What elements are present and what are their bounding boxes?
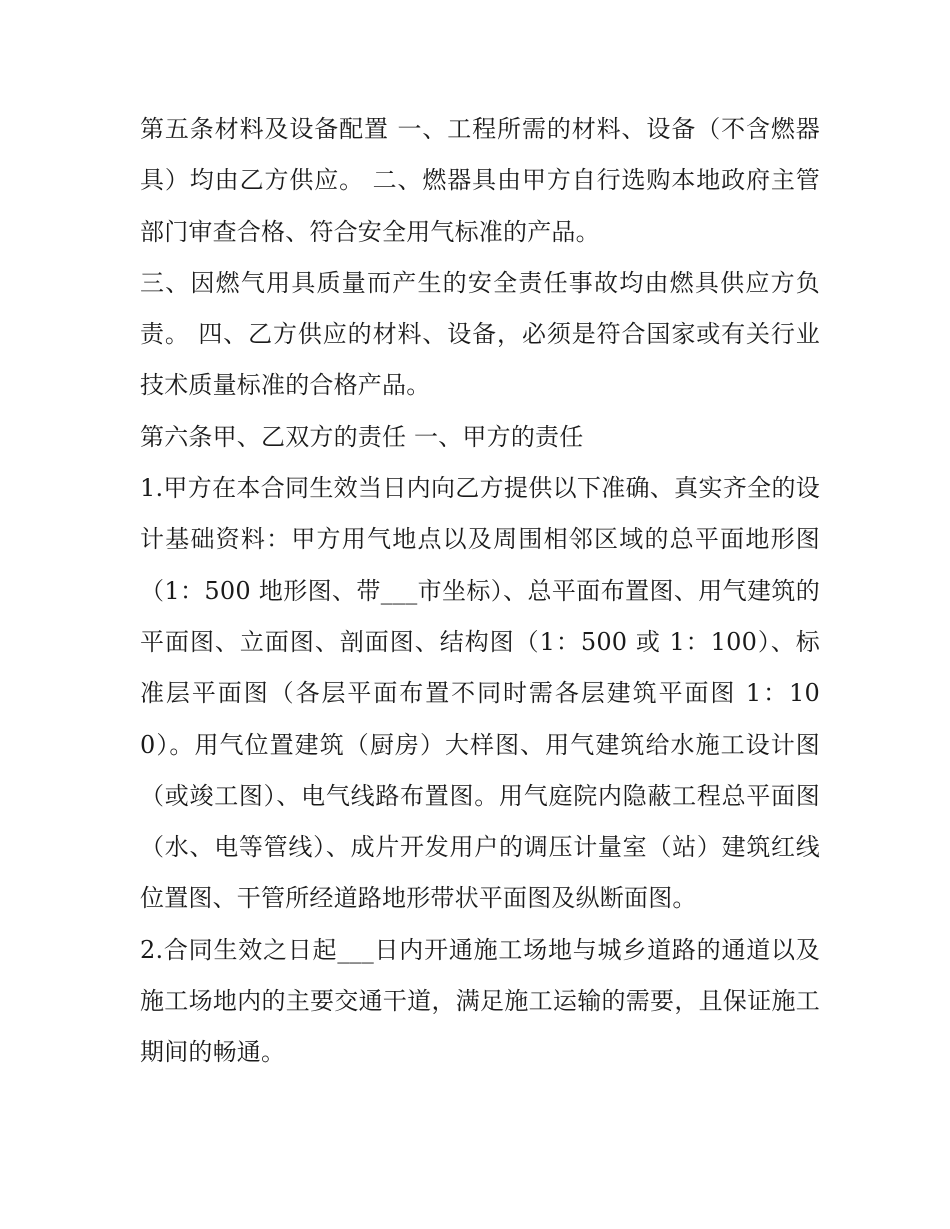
paragraph-article-5-quality: 三、因燃气用具质量而产生的安全责任事故均由燃具供应方负责。 四、乙方供应的材料、设备，必须是符合国家或有关行业技术质量标准的合格产品。	[140, 268, 820, 400]
document-page	[140, 104, 820, 1079]
paragraph-item-1-design-data: 1.甲方在本合同生效当日内向乙方提供以下准确、真实齐全的设计基础资料：甲方用气地点以及周围相邻区域的总平面地形图（1：500 地形图、带___市坐标）、总平面布置图、用气建筑的平面图、立面图、剖面图、结构图（1：500 或 1：100）、标准层平面图（各层平面布置不同时需各层建筑平面图 1：100）。用气位置建筑（厨房）大样图、用气建筑给水施工设计图（或竣工图）、电气线路布置图。用气庭院内隐蔽工程总平面图（水、电等管线）、成片开发用户的调压计量室（站）建筑红线位置图、干管所经道路地形带状平面图及纵断面图。	[140, 474, 820, 913]
paragraph-item-2-site-access: 2.合同生效之日起___日内开通施工场地与城乡道路的通道以及施工场地内的主要交通干道，满足施工运输的需要，且保证施工期间的畅通。	[140, 935, 820, 1067]
paragraph-article-6-heading: 第六条甲、乙双方的责任 一、甲方的责任	[140, 422, 584, 451]
paragraph-article-5-materials: 第五条材料及设备配置 一、工程所需的材料、设备（不含燃器具）均由乙方供应。 二、燃器具由甲方自行选购本地政府主管部门审查合格、符合安全用气标准的产品。	[140, 115, 820, 246]
